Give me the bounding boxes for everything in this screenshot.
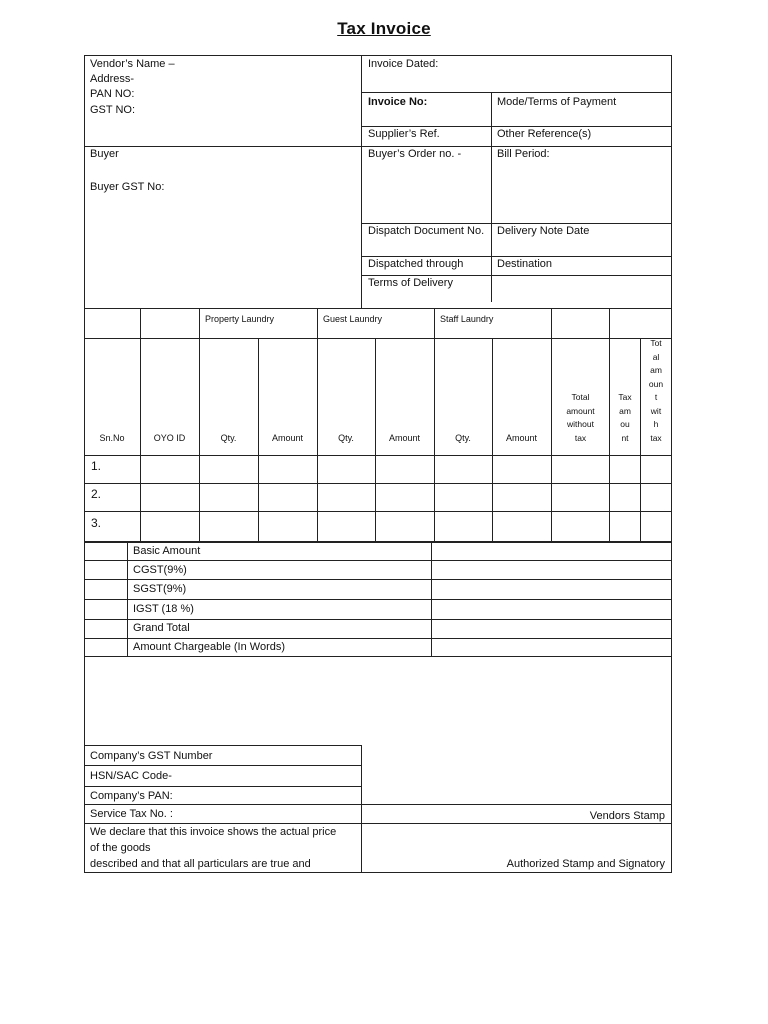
grid-line [84, 579, 672, 580]
grid-line [84, 638, 672, 639]
basic-amount-label: Basic Amount [133, 545, 201, 557]
vendor-gst-label: GST NO: [90, 104, 136, 116]
col-header-total-without-tax [552, 391, 609, 445]
grid-line [361, 745, 362, 873]
dispatched-through-label: Dispatched through [368, 258, 464, 270]
declaration-line: We declare that this invoice shows the actual price [90, 826, 337, 838]
dispatch-doc-label: Dispatch Document No. [368, 225, 485, 237]
grid-line [140, 308, 141, 542]
grid-line [361, 92, 672, 93]
vendors-stamp-label: Vendors Stamp [589, 810, 665, 822]
header-line: Tot [650, 338, 662, 348]
delivery-note-label: Delivery Note Date [497, 225, 590, 237]
header-line: ou [620, 419, 630, 429]
grid-line [84, 542, 672, 543]
grid-line [84, 745, 362, 746]
company-pan-label: Company’s PAN: [90, 790, 173, 802]
header-line: amount [566, 405, 595, 416]
col-header-amount: Amount [505, 433, 538, 443]
grid-line [84, 338, 672, 339]
hsn-sac-code-label: HSN/SAC Code- [90, 770, 172, 782]
grid-line [127, 542, 128, 656]
invoice-sheet [84, 55, 672, 873]
company-gst-number-label: Company’s GST Number [90, 750, 213, 762]
grid-line [84, 823, 672, 824]
header-line: nt [621, 432, 629, 443]
page-title: Tax Invoice [337, 19, 431, 38]
col-header-amount: Amount [271, 433, 304, 443]
grid-line [84, 765, 362, 766]
invoice-no-label: Invoice No: [368, 96, 428, 108]
col-header-amount: Amount [388, 433, 421, 443]
header-line: tax [650, 432, 662, 443]
service-tax-label: Service Tax No. : [90, 808, 173, 820]
igst-label: IGST (18 %) [133, 603, 194, 615]
border-bottom [84, 872, 672, 873]
buyer-order-label: Buyer’s Order no. - [368, 148, 462, 160]
border-right [671, 55, 672, 873]
col-header-qty: Qty. [220, 433, 237, 443]
grid-line [84, 786, 362, 787]
grid-line [84, 619, 672, 620]
vendor-name-label: Vendor’s Name – [90, 58, 175, 70]
declaration-line: described and that all particulars are true and [90, 858, 311, 870]
supplier-ref-label: Supplier’s Ref. [368, 128, 440, 140]
vendor-address-label: Address- [90, 73, 135, 85]
grid-line [84, 483, 672, 484]
header-line: oun [648, 378, 664, 389]
header-line: am [650, 365, 662, 375]
header-line: wit [650, 405, 662, 416]
header-line: h [653, 419, 659, 429]
group-header-staff-laundry: Staff Laundry [440, 314, 494, 324]
grid-line [84, 308, 672, 309]
header-line: without [567, 419, 594, 429]
grid-line [434, 308, 435, 542]
table-row-sn: 1. [91, 459, 102, 473]
amount-in-words-label: Amount Chargeable (In Words) [133, 641, 286, 653]
declaration-line: of the goods [90, 842, 151, 854]
table-row-sn: 3. [91, 516, 102, 530]
grid-line [84, 511, 672, 512]
col-header-oyo-id: OYO ID [153, 433, 186, 443]
other-ref-label: Other Reference(s) [497, 128, 592, 140]
grid-line [491, 92, 492, 302]
terms-delivery-label: Terms of Delivery [368, 277, 453, 289]
grid-line [199, 308, 200, 542]
col-header-total-with-tax [641, 337, 671, 445]
bill-period-label: Bill Period: [497, 148, 550, 160]
col-header-qty: Qty. [455, 433, 471, 443]
header-line: tax [574, 432, 587, 443]
grid-line [317, 308, 318, 542]
buyer-label: Buyer [90, 148, 119, 160]
border-top [84, 55, 672, 56]
col-header-qty: Qty. [338, 433, 354, 443]
grid-line [84, 804, 672, 805]
authorized-signatory-label: Authorized Stamp and Signatory [506, 858, 665, 870]
vendor-pan-label: PAN NO: [90, 88, 135, 100]
table-row-sn: 2. [91, 487, 102, 501]
grid-line [84, 455, 672, 456]
payment-mode-label: Mode/Terms of Payment [497, 96, 617, 108]
header-line: am [619, 405, 631, 416]
destination-label: Destination [497, 258, 553, 270]
col-header-tax-amount [610, 391, 640, 445]
grid-line [84, 599, 672, 600]
group-header-guest-laundry: Guest Laundry [323, 314, 383, 324]
grand-total-label: Grand Total [133, 622, 190, 634]
buyer-gst-label: Buyer GST No: [90, 181, 165, 193]
group-header-property-laundry: Property Laundry [205, 314, 275, 324]
col-header-sn: Sn.No [99, 433, 125, 443]
grid-line [84, 560, 672, 561]
header-line: Total [571, 392, 590, 402]
invoice-dated-label: Invoice Dated: [368, 58, 439, 70]
cgst-label: CGST(9%) [133, 564, 187, 576]
grid-line [431, 542, 432, 656]
header-line: t [654, 392, 658, 402]
header-line: Tax [618, 392, 632, 402]
sgst-label: SGST(9%) [133, 583, 187, 595]
border-left [84, 55, 85, 873]
header-line: al [652, 351, 660, 362]
grid-line [84, 656, 672, 657]
